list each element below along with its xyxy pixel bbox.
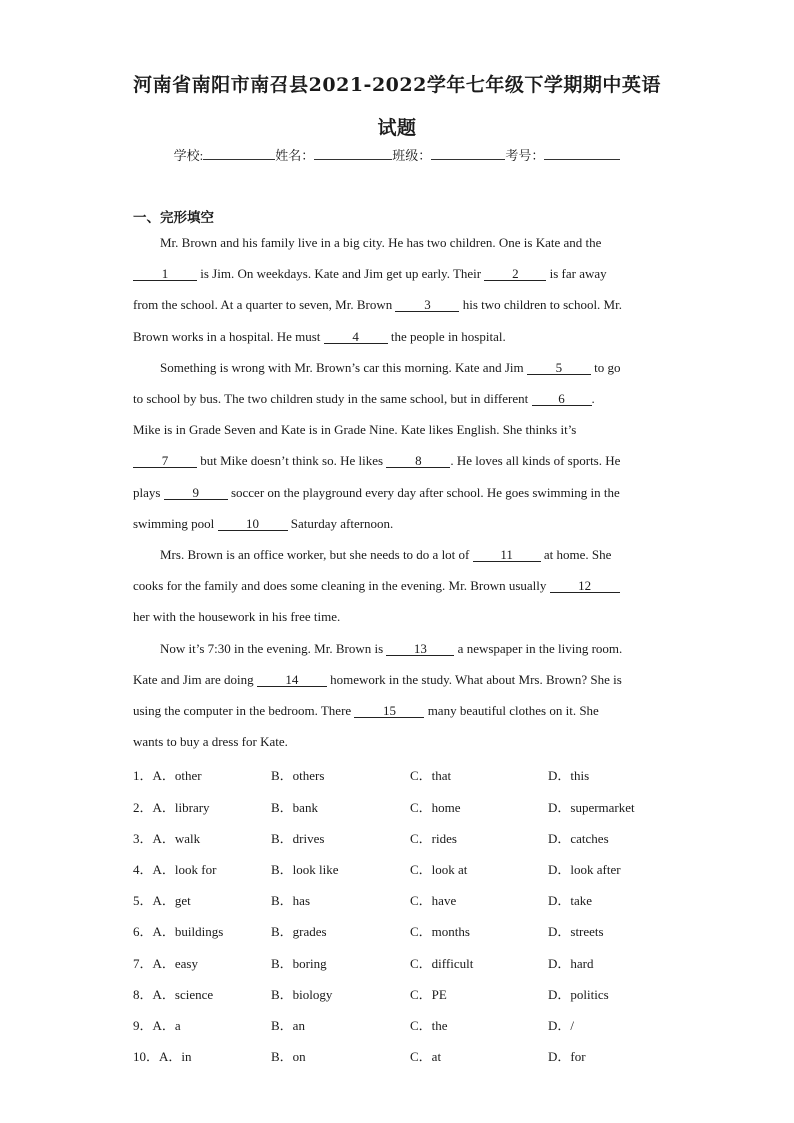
class-label: 班级： [392,148,432,163]
passage-line: Mr. Brown and his family live in a big city. He has two children. One is Kate and the [160,235,602,250]
option-d[interactable]: D．this [548,768,590,783]
question-row [0,890,794,910]
passage-line: from the school. At a quarter to seven, Mr. Brown 3 his two children to school. Mr. [133,297,622,312]
passage-line: Now it’s 7:30 in the evening. Mr. Brown is 13 a newspaper in the living room. [160,641,623,656]
option-d[interactable]: D．take [548,893,593,908]
blank-5: 5 [527,361,591,375]
option-c[interactable]: C．months [410,924,470,939]
blank-6: 6 [532,392,592,406]
question-row [0,953,794,973]
question-row [0,1046,794,1066]
option-a[interactable]: 3．A．walk [133,831,201,846]
passage-line: Kate and Jim are doing 14 homework in the study. What about Mrs. Brown? She is [133,672,622,687]
option-c[interactable]: C．the [410,1018,448,1033]
name-blank[interactable] [314,147,392,160]
option-a[interactable]: 6．A．buildings [133,924,224,939]
option-d[interactable]: D．streets [548,924,604,939]
option-b[interactable]: B．an [271,1018,305,1033]
blank-3: 3 [395,298,459,312]
question-row [0,921,794,941]
option-a[interactable]: 8．A．science [133,987,214,1002]
passage-line: to school by bus. The two children study in the same school, but in different 6 . [133,391,595,406]
option-c[interactable]: C．that [410,768,452,783]
option-c[interactable]: C．have [410,893,457,908]
school-blank[interactable] [203,147,275,160]
option-b[interactable]: B．drives [271,831,325,846]
option-a[interactable]: 9．A．a [133,1018,181,1033]
passage-line: wants to buy a dress for Kate. [133,734,288,749]
passage-line: using the computer in the bedroom. There 15 many beautiful clothes on it. She [133,703,599,718]
option-d[interactable]: D．supermarket [548,800,635,815]
blank-1: 1 [133,267,197,281]
section-title: 一、完形填空 [133,210,214,226]
name-label: 姓名： [275,148,315,163]
passage-line: Brown works in a hospital. He must 4 the people in hospital. [133,329,506,344]
passage-line: plays 9 soccer on the playground every day after school. He goes swimming in the [133,485,620,500]
option-d[interactable]: D．catches [548,831,609,846]
option-a[interactable]: 1．A．other [133,768,202,783]
blank-9: 9 [164,486,228,500]
option-d[interactable]: D．politics [548,987,609,1002]
question-row [0,797,794,817]
class-blank[interactable] [431,147,505,160]
option-b[interactable]: B．boring [271,956,327,971]
school-label: 学校: [173,148,204,163]
blank-10: 10 [218,517,288,531]
blank-7: 7 [133,454,197,468]
blank-15: 15 [354,704,424,718]
question-row [0,984,794,1004]
number-blank[interactable] [544,147,620,160]
option-c[interactable]: C．home [410,800,461,815]
option-a[interactable]: 5．A．get [133,893,191,908]
option-a[interactable]: 10．A．in [133,1049,192,1064]
number-label: 考号： [505,148,545,163]
option-b[interactable]: B．others [271,768,325,783]
option-b[interactable]: B．has [271,893,311,908]
blank-2: 2 [484,267,546,281]
exam-title-continued: 试题 [377,117,417,139]
question-row [0,765,794,785]
blank-14: 14 [257,673,327,687]
option-a[interactable]: 4．A．look for [133,862,217,877]
student-info-row [0,145,794,164]
question-row [0,828,794,848]
option-c[interactable]: C．difficult [410,956,474,971]
option-d[interactable]: D．for [548,1049,586,1064]
option-b[interactable]: B．biology [271,987,333,1002]
option-a[interactable]: 2．A．library [133,800,210,815]
option-a[interactable]: 7．A．easy [133,956,198,971]
blank-13: 13 [386,642,454,656]
question-row [0,1015,794,1035]
passage-line: Mrs. Brown is an office worker, but she needs to do a lot of 11 at home. She [160,547,612,562]
passage-line: cooks for the family and does some cleaning in the evening. Mr. Brown usually 12 [133,578,663,594]
option-b[interactable]: B．grades [271,924,327,939]
option-d[interactable]: D．look after [548,862,621,877]
blank-4: 4 [324,330,388,344]
blank-12: 12 [550,579,620,593]
passage-line: swimming pool 10 Saturday afternoon. [133,516,394,531]
passage-line: 7 but Mike doesn’t think so. He likes 8 . He loves all kinds of sports. He [133,453,663,469]
option-d[interactable]: D．/ [548,1018,575,1033]
question-row [0,859,794,879]
option-b[interactable]: B．bank [271,800,318,815]
passage-line: 1 is Jim. On weekdays. Kate and Jim get up early. Their 2 is far away [133,266,663,282]
option-b[interactable]: B．on [271,1049,306,1064]
blank-8: 8 [386,454,450,468]
option-c[interactable]: C．PE [410,987,447,1002]
blank-11: 11 [473,548,541,562]
passage-line: Mike is in Grade Seven and Kate is in Grade Nine. Kate likes English. She thinks it’s [133,422,577,437]
option-b[interactable]: B．look like [271,862,339,877]
option-c[interactable]: C．rides [410,831,457,846]
passage-line: Something is wrong with Mr. Brown’s car this morning. Kate and Jim 5 to go [160,360,621,375]
passage-line: her with the housework in his free time. [133,609,341,624]
exam-title: 河南省南阳市南召县2021-2022学年七年级下学期期中英语 [133,74,661,96]
option-c[interactable]: C．at [410,1049,442,1064]
option-c[interactable]: C．look at [410,862,468,877]
option-d[interactable]: D．hard [548,956,594,971]
